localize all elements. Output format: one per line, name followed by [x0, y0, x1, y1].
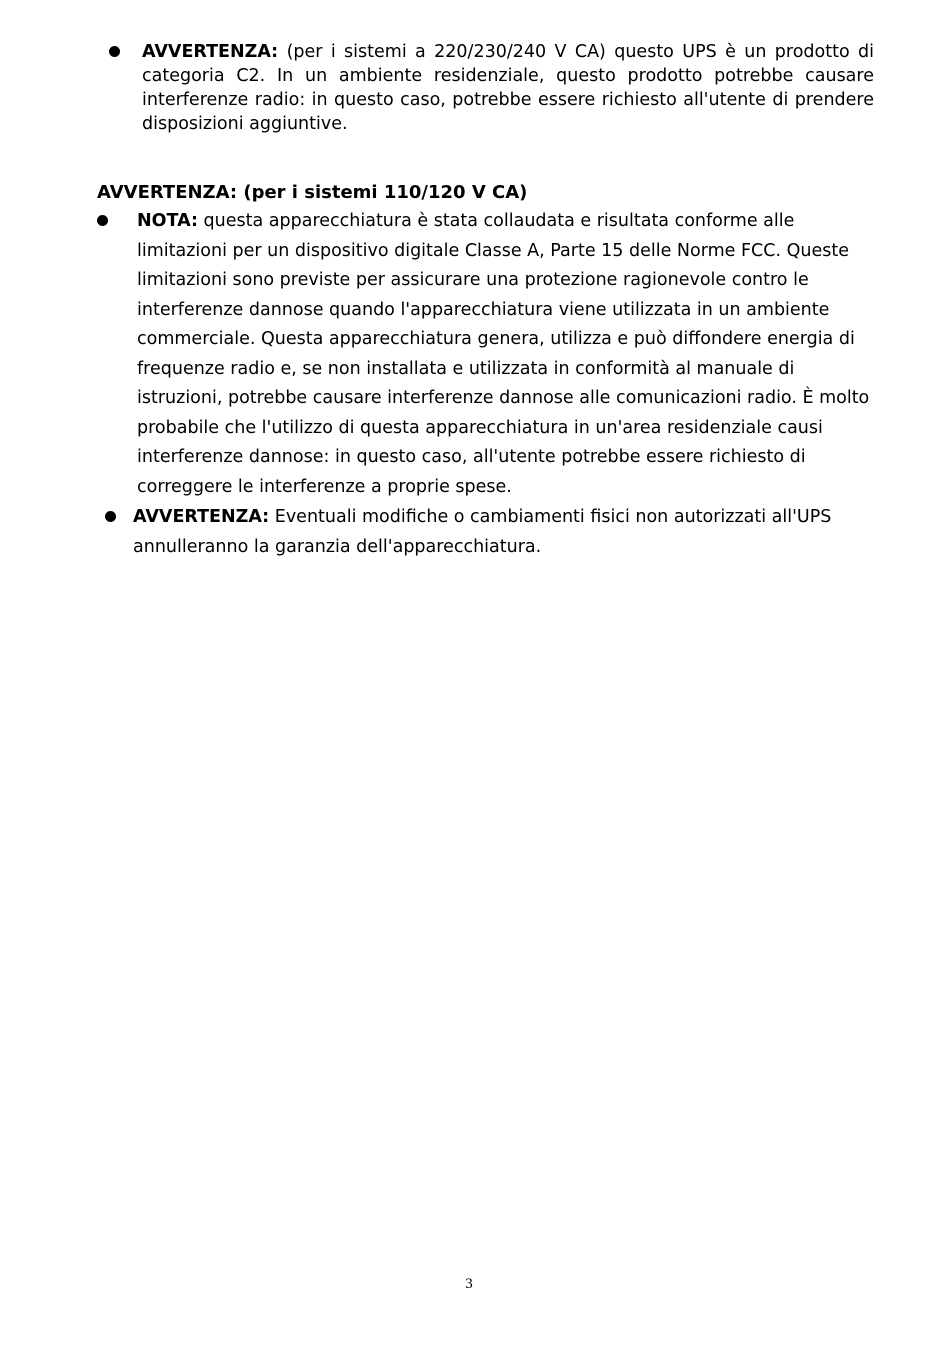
note-item-fcc [137, 207, 882, 502]
item-body: (per i sistemi a 220/230/240 V CA) questo UPS è un prodotto di categoria C2. In un ambiente residenziale, questo prodotto potrebbe causare interferenze radio: in questo caso, potrebbe essere richiesto all'utente di prendere disposizioni aggiuntive. [142, 42, 874, 134]
warning-item-modifications [133, 503, 853, 562]
bullet-icon [109, 46, 120, 57]
item-body: Eventuali modifiche o cambiamenti fisici non autorizzati all'UPS annulleranno la garanzia dell'apparecchiatura. [133, 507, 832, 557]
item-body: questa apparecchiatura è stata collaudata e risultata conforme alle limitazioni per un dispositivo digitale Classe A, Parte 15 delle Norme FCC. Queste limitazioni sono previste per assicurare una protezione ragionevole contro le interferenze dannose quando l'apparecchiatura viene utilizzata in un ambiente commerciale. Questa apparecchiatura genera, utilizza e può diffondere energia di frequenze radio e, se non installata e utilizzata in conformità al manuale di istruzioni, potrebbe causare interferenze dannose alle comunicazioni radio. È molto probabile che l'utilizzo di questa apparecchiatura in un'area residenziale causi interferenze dannose: in questo caso, all'utente potrebbe essere richiesto di correggere le interferenze a proprie spese. [137, 211, 870, 497]
bullet-icon [105, 511, 116, 522]
bullet-icon [97, 215, 108, 226]
item-label: AVVERTENZA: [142, 42, 279, 62]
warning-item-ac-220-240 [142, 40, 874, 136]
item-label: NOTA: [137, 211, 198, 231]
page-number: 3 [465, 1276, 473, 1292]
section-heading: AVVERTENZA: (per i sistemi 110/120 V CA) [97, 182, 528, 203]
item-label: AVVERTENZA: [133, 507, 270, 527]
